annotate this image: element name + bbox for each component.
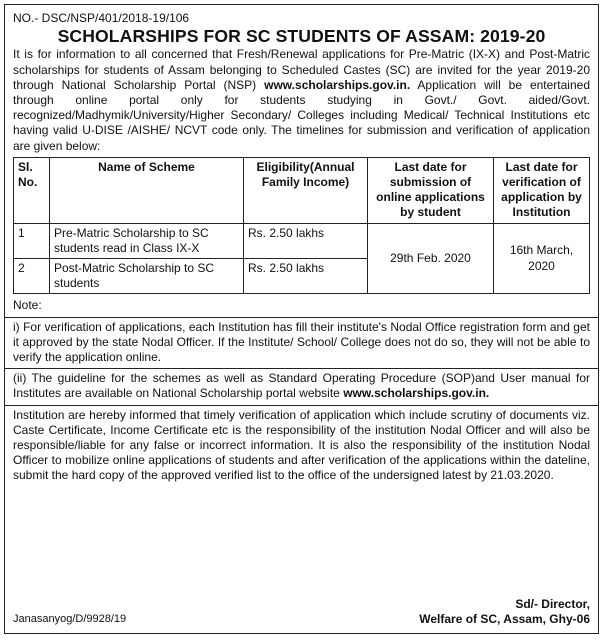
note-1: i) For verification of applications, each Institution has fill their institute's Nodal Office registration form and get it approved by the state Nodal Officer. If the Institute/ School/ College does not do so, they will not be able to verify the application online.: [13, 319, 590, 365]
row-eligibility: Rs. 2.50 lakhs: [244, 259, 368, 294]
note-2-text: (ii) The guideline for the schemes as well as Standard Operating Procedure (SOP)and User manual for Institutes are available on National Scholarship portal website: [13, 371, 590, 401]
row-eligibility: Rs. 2.50 lakhs: [244, 223, 368, 258]
intro-text-2: Application will be entertained through online portal only for students studying in Govt./ Govt. aided/Govt. recognized/Madhymik/University/Higher Secondary/ Colleges including Medical/ Technical Institutions etc having valid U-DISE /AISHE/ NCVT code only. The timelines for submission and verification of application are given below:: [13, 77, 590, 153]
reference-number: NO.- DSC/NSP/401/2018-19/106: [13, 11, 190, 25]
table-header-row: [14, 157, 590, 223]
intro-paragraph: [13, 47, 590, 153]
note-2-url: www.scholarships.gov.in.: [343, 386, 490, 401]
intro-text-1: It is for information to all concerned that Fresh/Renewal applications for Pre-Matric (IX-X) and Post-Matric scholarships for students of Assam belonging to Scheduled Castes (SC) are invited for the year 2019-20 through National Scholarship Portal (NSP): [13, 47, 590, 92]
row-sl: 1: [14, 223, 50, 258]
table-row: [14, 223, 590, 258]
col-header-scheme: Name of Scheme: [50, 157, 244, 223]
closing-paragraph: Institution are hereby informed that timely verification of application which include scrutiny of documents viz. Caste Certificate, Income Certificate etc is the responsibility of the institution Nodal Officer and will also be responsible/liable for any false or incorrect information. It is also the responsibility of the institution Nodal Officer to mobilize online applications of students and after verification of the applications within the dateline, submit the hard copy of the approved verified list to the office of the undersigned latest by 21.03.2020.: [13, 407, 590, 483]
row-scheme: Pre-Matric Scholarship to SC students read in Class IX-X: [50, 223, 244, 258]
row-sl: 2: [14, 259, 50, 294]
submission-date: 29th Feb. 2020: [368, 223, 494, 294]
col-header-verification: Last date for verification of application by Institution: [494, 157, 590, 223]
verification-date: 16th March, 2020: [494, 223, 590, 294]
divider: [5, 405, 598, 406]
row-scheme: Post-Matric Scholarship to SC students: [50, 259, 244, 294]
col-header-sl: Sl. No.: [14, 157, 50, 223]
scholarship-notice: [4, 4, 599, 634]
janasanyog-number: Janasanyog/D/9928/19: [13, 612, 127, 625]
col-header-submission: Last date for submission of online applications by student: [368, 157, 494, 223]
notice-title: SCHOLARSHIPS FOR SC STUDENTS OF ASSAM: 2019-20: [57, 26, 546, 47]
signature-block: [419, 597, 590, 627]
col-header-eligibility: Eligibility(Annual Family Income): [244, 157, 368, 223]
intro-url: www.scholarships.gov.in.: [264, 77, 411, 92]
signature-line-1: Sd/- Director,: [515, 597, 590, 611]
signature-line-2: Welfare of SC, Assam, Ghy-06: [419, 612, 590, 626]
note-2: [13, 371, 590, 401]
timeline-table: [13, 157, 590, 295]
divider: [5, 317, 598, 318]
divider: [5, 368, 598, 369]
note-label: Note:: [13, 298, 42, 313]
